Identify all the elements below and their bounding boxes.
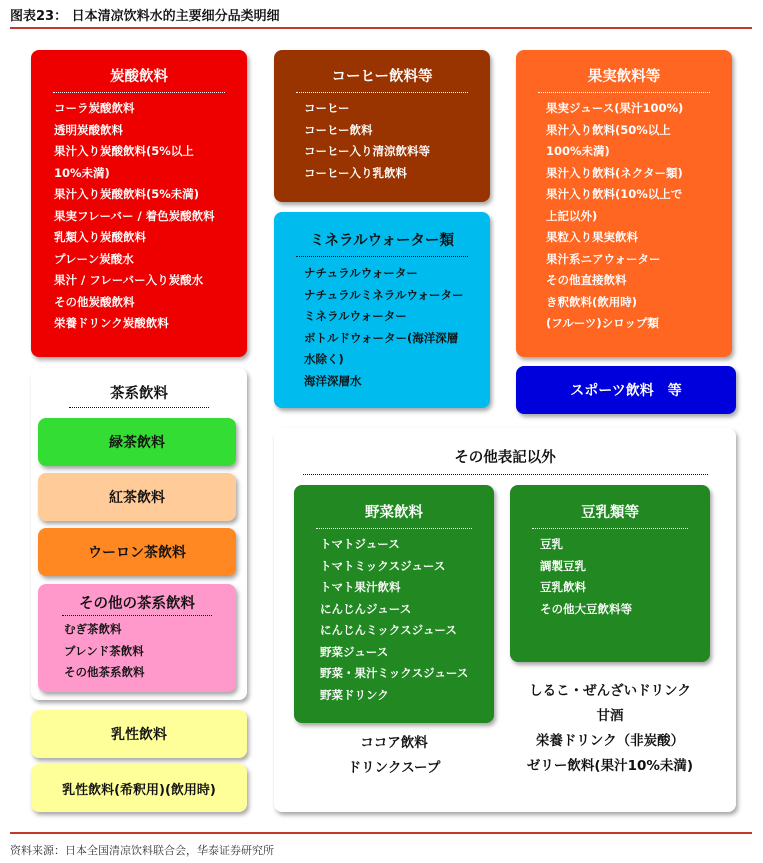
list-item: 甘酒 [596,708,624,724]
other-tea-heading: その他の茶系飲料 [79,596,195,612]
list-item: コーヒー [304,101,350,115]
list-item: ナチュラルウォーター [304,266,418,280]
others-right-plain [505,679,715,779]
others-left-plain [294,731,494,781]
list-item: しるこ・ぜんざいドリンク [529,683,691,699]
list-item: 豆乳飲料 [540,580,586,594]
list-item: トマトミックスジュース [320,558,446,573]
list-item: 果汁系ニアウォーター [546,251,661,266]
list-item: ココア飲料 [360,735,428,751]
list-item: プレーン炭酸水 [54,251,134,266]
list-item: ドリンクスープ [347,760,441,776]
list-item: 果汁入り飲料(50%以上 [546,122,671,137]
list-item: き釈飲料(飲用時) [546,294,638,309]
list-item: 100%未満) [546,144,610,158]
tea-divider [69,407,209,408]
mineral-heading: ミネラルウォーター類 [310,233,454,249]
list-item: ミネラルウォーター [304,309,407,323]
list-item: 野菜ドリンク [320,687,389,702]
list-item: 果実フレーバー / 着色炭酸飲料 [54,208,215,223]
carbonated-heading: 炭酸飲料 [110,69,168,85]
list-item: 野菜ジュース [320,644,389,659]
vegetable-heading: 野菜飲料 [365,505,423,521]
source-note: 资料来源：日本全国清凉饮料联合会，华泰证券研究所 [10,844,274,857]
fruit-list [516,93,732,335]
carbonated-box [31,50,247,357]
others-heading: その他表記以外 [454,450,556,466]
list-item: (フルーツ)シロップ類 [546,316,659,330]
list-item: 調製豆乳 [540,558,586,573]
tea-heading: 茶系飲料 [110,386,168,402]
other-tea-list [38,616,236,684]
list-item: トマトジュース [320,537,400,551]
list-item: 果汁 / フレーバー入り炭酸水 [54,273,204,287]
bottom-rule [10,832,752,834]
coffee-heading: コーヒー飲料等 [331,69,433,85]
list-item: 10%未満) [54,165,110,180]
list-item: 果粒入り果実飲料 [546,230,638,244]
list-item: 果汁入り炭酸飲料(5%未満) [54,187,200,201]
fruit-box [516,50,732,357]
list-item: トマト果汁飲料 [320,580,401,594]
list-item: その他炭酸飲料 [54,294,135,309]
others-divider [303,474,708,475]
list-item: ゼリー飲料(果汁10%未満) [526,758,694,774]
list-item: ブレンド茶飲料 [64,643,144,658]
black-tea-box: 紅茶飲料 [38,473,236,521]
list-item: 果実ジュース(果汁100%) [546,101,684,115]
coffee-list [274,93,490,184]
list-item: 豆乳 [540,537,563,551]
list-item: ボトルドウォーター(海洋深層 [304,330,459,345]
green-tea-box: 緑茶飲料 [38,418,236,466]
list-item: にんじんジュース [320,601,412,616]
list-item: コーヒー入り清涼飲料等 [304,144,431,158]
list-item: むぎ茶飲料 [64,622,122,636]
list-item: 栄養ドリンク（非炭酸） [535,733,685,749]
vegetable-box [294,485,494,723]
oolong-tea-box: ウーロン茶飲料 [38,528,236,576]
list-item: 果汁入り炭酸飲料(5%以上 [54,144,194,158]
list-item: コーラ炭酸飲料 [54,101,135,115]
vegetable-list [294,529,494,706]
list-item: その他直接飲料 [546,273,627,287]
other-tea-box [38,584,236,692]
list-item: 海洋深層水 [304,373,362,388]
sports-box: スポーツ飲料 等 [516,366,736,414]
top-rule [10,27,752,29]
lactic-diluted-box: 乳性飲料(希釈用)(飲用時) [31,764,247,812]
list-item: 果汁入り飲料(10%以上で [546,187,683,201]
list-item: 果汁入り飲料(ネクター類) [546,165,683,180]
figure-title: 图表23： 日本清凉饮料水的主要细分品类明细 [10,9,280,24]
list-item: その他大豆飲料等 [540,601,632,616]
list-item: 透明炭酸飲料 [54,122,123,137]
lactic-box: 乳性飲料 [31,710,247,758]
list-item: 水除く) [304,352,344,366]
list-item: ナチュラルミネラルウォーター [304,287,464,302]
list-item: 野菜・果汁ミックスジュース [320,666,469,680]
soy-list [510,529,710,620]
mineral-list [274,257,490,392]
coffee-box [274,50,490,202]
list-item: コーヒー飲料 [304,122,373,137]
soy-heading: 豆乳類等 [581,505,639,521]
list-item: 上記以外) [546,208,598,223]
list-item: 乳類入り炭酸飲料 [54,230,146,244]
list-item: にんじんミックスジュース [320,623,457,637]
fruit-heading: 果実飲料等 [587,69,661,85]
list-item: コーヒー入り乳飲料 [304,165,408,180]
list-item: 栄養ドリンク炭酸飲料 [54,316,169,330]
soy-box [510,485,710,662]
mineral-box [274,212,490,408]
list-item: その他茶系飲料 [64,665,145,679]
carbonated-list [31,93,247,335]
